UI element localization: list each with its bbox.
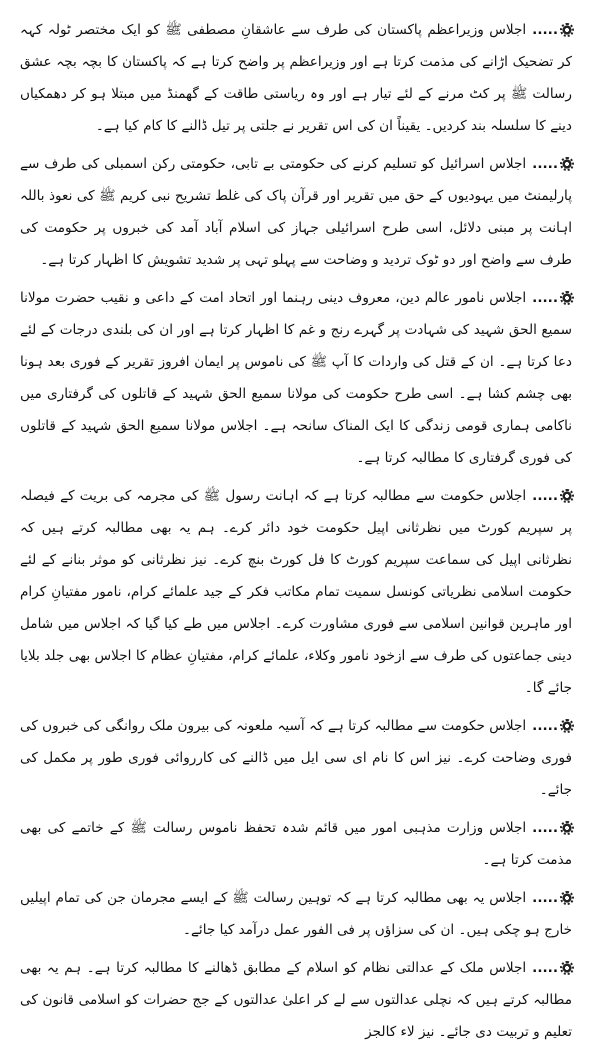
paragraph-4	[20, 480, 572, 704]
paragraph-8	[20, 952, 572, 1048]
dot-leader: .....	[532, 890, 558, 906]
flower-bullet-icon	[562, 491, 572, 501]
paragraph-1	[20, 14, 572, 142]
paragraph-text: اجلاس حکومت سے مطالبہ کرتا ہے کہ آسیہ ملعونہ کی بیرون ملک روانگی کی خبروں کی فوری وضاحت کرے۔ نیز اس کا نام ای سی ایل میں ڈالنے کی کارروائی فوری طور پر مکمل کی جائے۔	[20, 718, 572, 798]
dot-leader: .....	[532, 156, 558, 172]
flower-bullet-icon	[562, 963, 572, 973]
paragraph-text: اجلاس نامور عالم دین، معروف دینی رہنما اور اتحاد امت کے داعی و نقیب حضرت مولانا سمیع الحق شہید کی شہادت پر گہرے رنج و غم کا اظہار کرتا ہے اور ان کی بلندی درجات کے لئے دعا کرتا ہے۔ ان کے قتل کی واردات کا آپ ﷺ کی ناموس پر ایمان افروز تقریر کے فوری بعد ہونا بھی چشم کشا ہے۔ اسی طرح حکومت کی مولانا سمیع الحق شہید کے قاتلوں کی گرفتاری میں ناکامی ہماری قومی زندگی کا ایک المناک سانحہ ہے۔ اجلاس مولانا سمیع الحق شہید کے قاتلوں کی فوری گرفتاری کا مطالبہ کرتا ہے۔	[20, 290, 572, 466]
paragraph-text: اجلاس وزیراعظم پاکستان کی طرف سے عاشقانِ مصطفی ﷺ کو ایک مختصر ٹولہ کہہ کر تضحیک اڑانے کی مذمت کرتا ہے اور وزیراعظم پر واضح کرتا ہے کہ پاکستان کا بچہ بچہ عشق رسالت ﷺ پر کٹ مرنے کے لئے تیار ہے اور وہ ریاستی طاقت کے گھمنڈ میں مبتلا ہو کر دھمکیاں دینے کا سلسلہ بند کردیں۔ یقیناً ان کی اس تقریر نے جلتی پر تیل ڈالنے کا کام کیا ہے۔	[20, 22, 572, 134]
flower-bullet-icon	[562, 25, 572, 35]
flower-bullet-icon	[562, 823, 572, 833]
paragraph-2	[20, 148, 572, 276]
dot-leader: .....	[532, 820, 558, 836]
flower-bullet-icon	[562, 159, 572, 169]
paragraph-text: اجلاس ملک کے عدالتی نظام کو اسلام کے مطابق ڈھالنے کا مطالبہ کرتا ہے۔ ہم یہ بھی مطالبہ کرتے ہیں کہ نچلی عدالتوں سے لے کر اعلیٰ عدالتوں کے جج حضرات کو اسلامی قانون کی تعلیم و تربیت دی جائے۔ نیز لاء کالجز	[20, 960, 572, 1040]
paragraph-text: اجلاس یہ بھی مطالبہ کرتا ہے کہ توہین رسالت ﷺ کے ایسے مجرمان جن کی تمام اپیلیں خارج ہو چکی ہیں۔ ان کی سزاؤں پر فی الفور عمل درآمد کیا جائے۔	[20, 890, 572, 938]
paragraph-3	[20, 282, 572, 474]
dot-leader: .....	[532, 960, 558, 976]
paragraph-text: اجلاس وزارت مذہبی امور میں قائم شدہ تحفظ ناموس رسالت ﷺ کے خاتمے کی بھی مذمت کرتا ہے۔	[20, 820, 572, 868]
flower-bullet-icon	[562, 893, 572, 903]
paragraph-7	[20, 882, 572, 946]
flower-bullet-icon	[562, 721, 572, 731]
dot-leader: .....	[532, 488, 558, 504]
paragraph-6	[20, 812, 572, 876]
dot-leader: .....	[532, 290, 558, 306]
dot-leader: .....	[532, 22, 558, 38]
paragraph-text: اجلاس اسرائیل کو تسلیم کرنے کی حکومتی بے تابی، حکومتی رکن اسمبلی کی طرف سے پارلیمنٹ میں یہودیوں کے حق میں تقریر اور قرآن پاک کی غلط تشریح نبی کریم ﷺ کی نعوذ باللہ اہانت پر مبنی دلائل، اسی طرح اسرائیلی جہاز کی اسلام آباد آمد کی خبروں پر حکومت کی طرف سے واضح اور دو ٹوک تردید و وضاحت سے پہلو تہی پر شدید تشویش کا اظہار کرتا ہے۔	[20, 156, 572, 268]
paragraph-text: اجلاس حکومت سے مطالبہ کرتا ہے کہ اہانت رسول ﷺ کی مجرمہ کی بریت کے فیصلہ پر سپریم کورٹ میں نظرثانی اپیل حکومت خود دائر کرے۔ ہم یہ بھی مطالبہ کرتے ہیں کہ نظرثانی اپیل کی سماعت سپریم کورٹ کا فل کورٹ بنچ کرے۔ نیز نظرثانی کو موثر بنانے کے لئے حکومت اسلامی نظریاتی کونسل سمیت تمام مکاتب فکر کے جید علمائے کرام، نامور مفتیانِ کرام اور ماہرین قوانین اسلامی سے فوری مشاورت کرے۔ اجلاس میں طے کیا گیا کہ اجلاس میں شامل دینی جماعتوں کی طرف سے ازخود نامور وکلاء، علمائے کرام، مفتیانِ عظام کا اجلاس بھی جلد بلایا جائے گا۔	[20, 488, 572, 696]
dot-leader: .....	[532, 718, 558, 734]
paragraph-5	[20, 710, 572, 806]
flower-bullet-icon	[562, 293, 572, 303]
